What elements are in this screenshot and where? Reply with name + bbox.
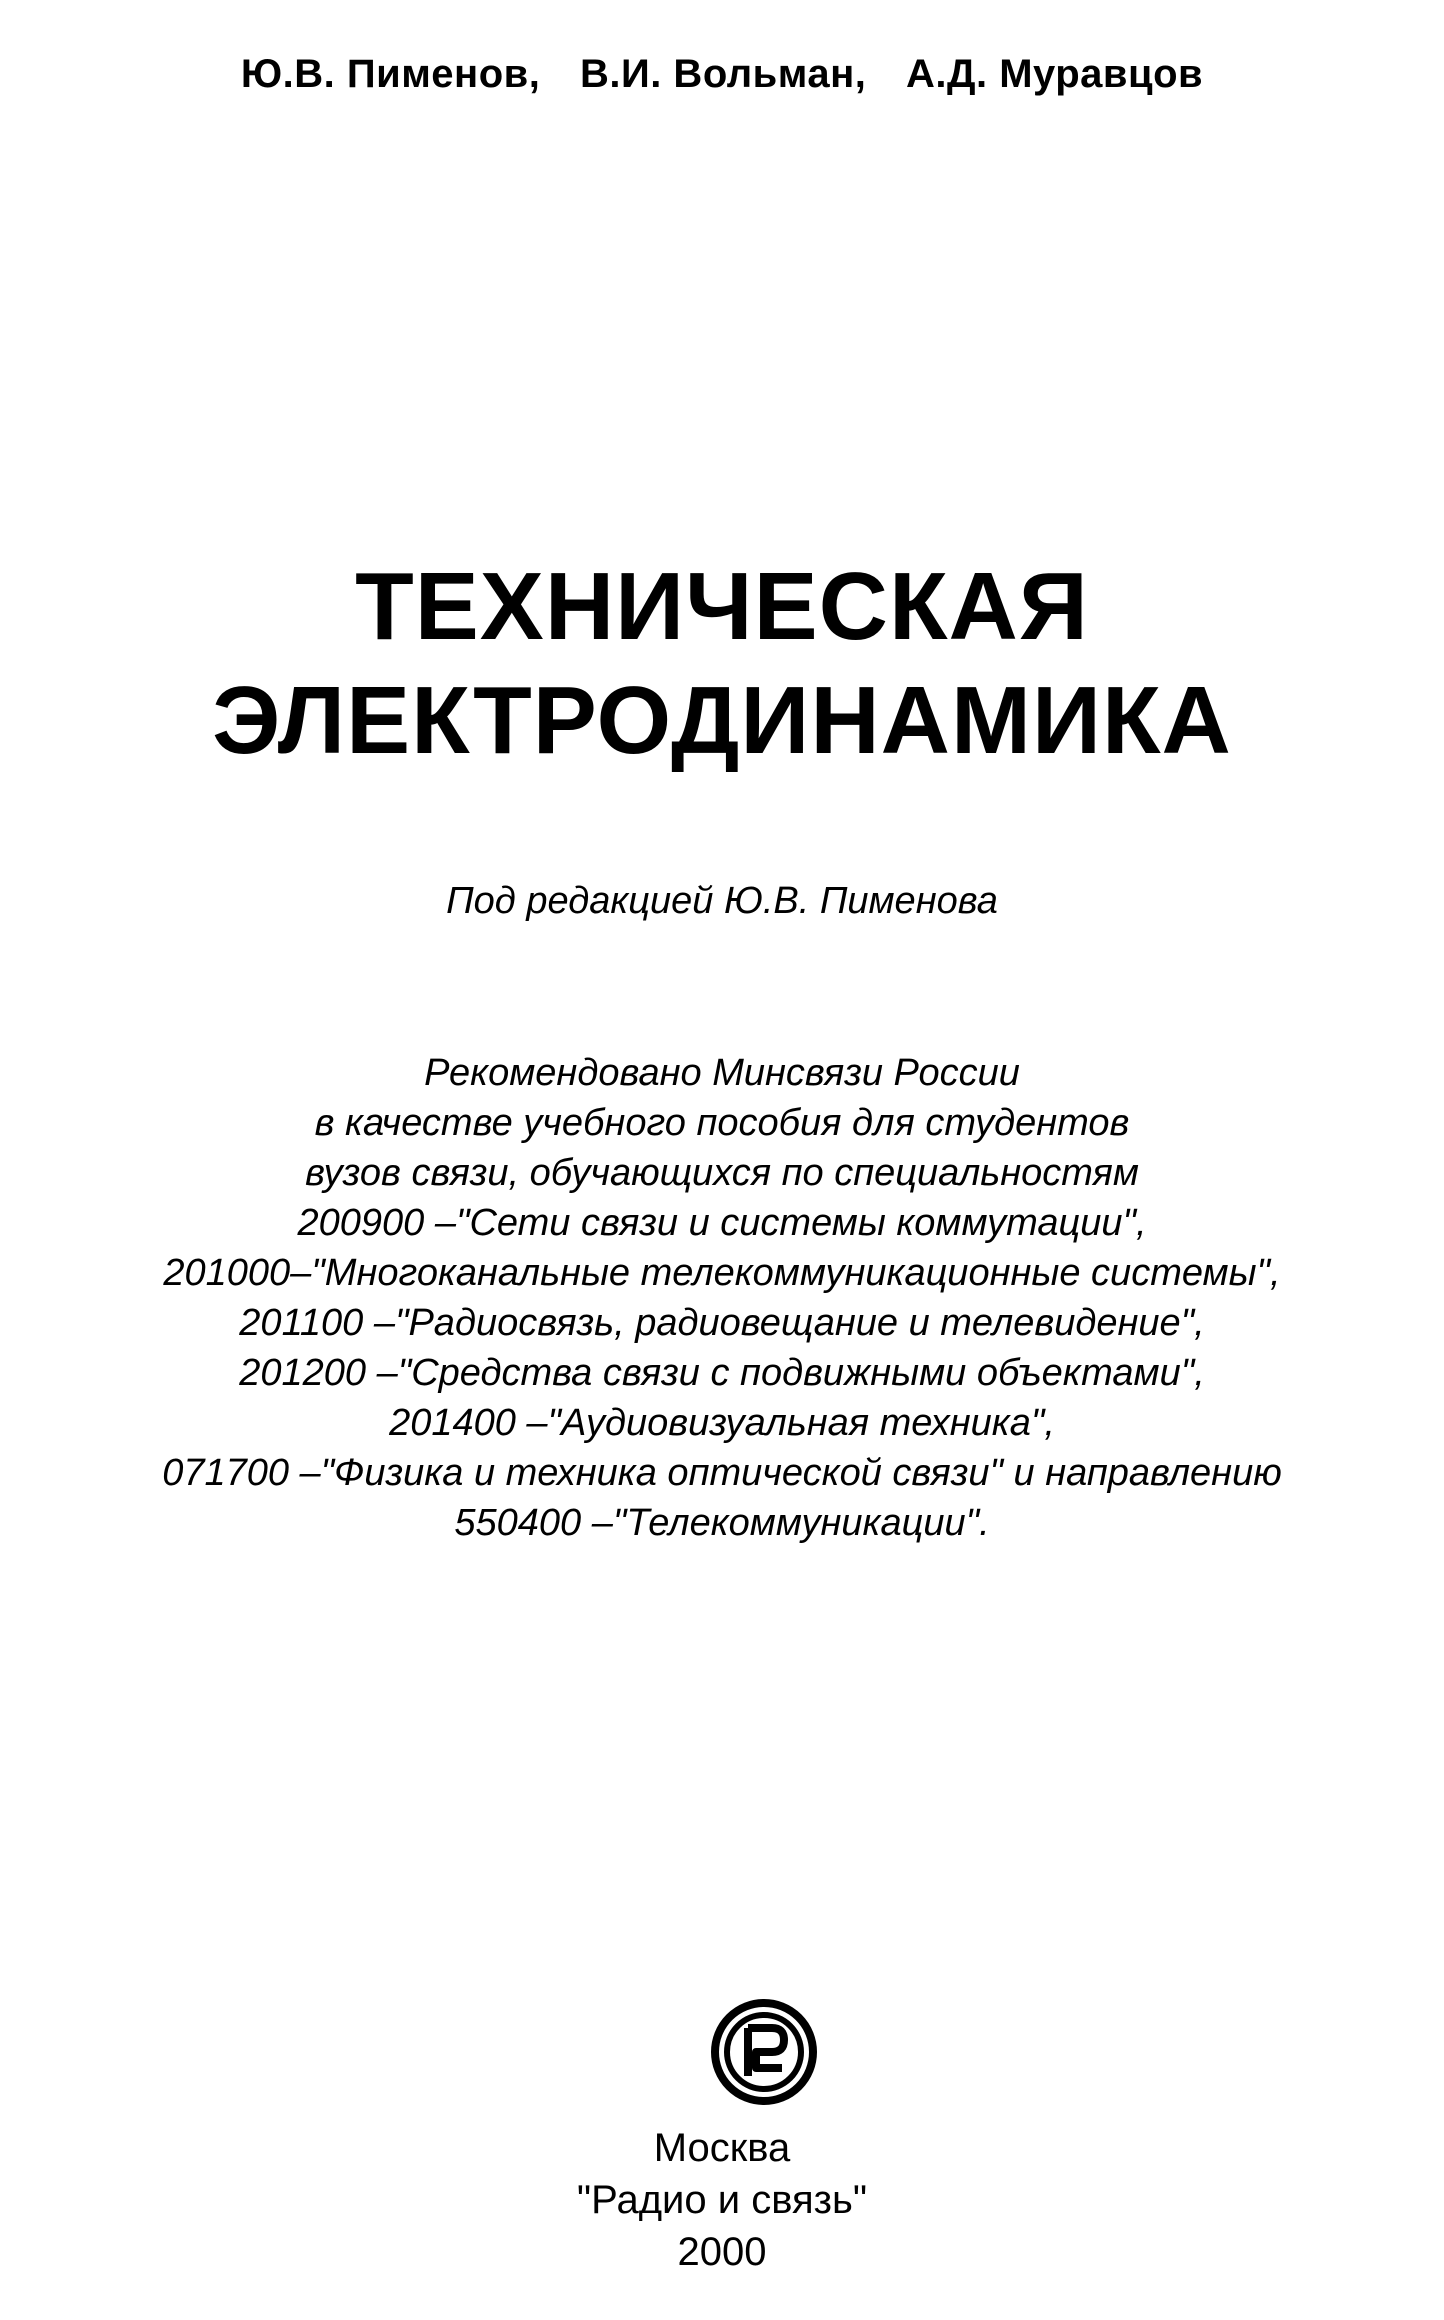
author-3: А.Д. Муравцов bbox=[905, 52, 1204, 96]
imprint-city: Москва bbox=[653, 2126, 791, 2170]
author-2: В.И. Вольман, bbox=[579, 52, 867, 96]
recommendation-line: 550400 –"Телекоммуникации". bbox=[454, 1502, 990, 1544]
recommendation-line: в качестве учебного пособия для студентов bbox=[314, 1102, 1130, 1144]
imprint-publisher: "Радио и связь" bbox=[576, 2178, 868, 2222]
recommendation-line: 201000–"Многоканальные телекоммуникационные системы", bbox=[163, 1252, 1281, 1294]
recommendation-line: 201100 –"Радиосвязь, радиовещание и телевидение", bbox=[239, 1302, 1205, 1344]
recommendation-line: 200900 –"Сети связи и системы коммутации", bbox=[297, 1202, 1147, 1244]
recommendation-line: Рекомендовано Минсвязи России bbox=[424, 1052, 1020, 1094]
book-title bbox=[0, 550, 1444, 778]
editor-credit: Под редакцией Ю.В. Пименова bbox=[446, 880, 998, 922]
recommendation-line: 201200 –"Средства связи с подвижными объектами", bbox=[239, 1352, 1205, 1394]
recommendation-block bbox=[60, 1048, 1384, 1548]
imprint bbox=[0, 2122, 1444, 2278]
book-title-line-1: ТЕХНИЧЕСКАЯ bbox=[355, 553, 1089, 660]
radio-i-svyaz-logo-icon bbox=[710, 1998, 818, 2106]
book-title-line-2: ЭЛЕКТРОДИНАМИКА bbox=[212, 667, 1232, 774]
author-1: Ю.В. Пименов, bbox=[240, 52, 541, 96]
recommendation-line: вузов связи, обучающихся по специальностям bbox=[305, 1152, 1139, 1194]
imprint-year: 2000 bbox=[677, 2230, 767, 2274]
recommendation-line: 071700 –"Физика и техника оптической связи" и направлению bbox=[162, 1452, 1282, 1494]
authors bbox=[0, 52, 1444, 97]
recommendation-line: 201400 –"Аудиовизуальная техника", bbox=[389, 1402, 1055, 1444]
